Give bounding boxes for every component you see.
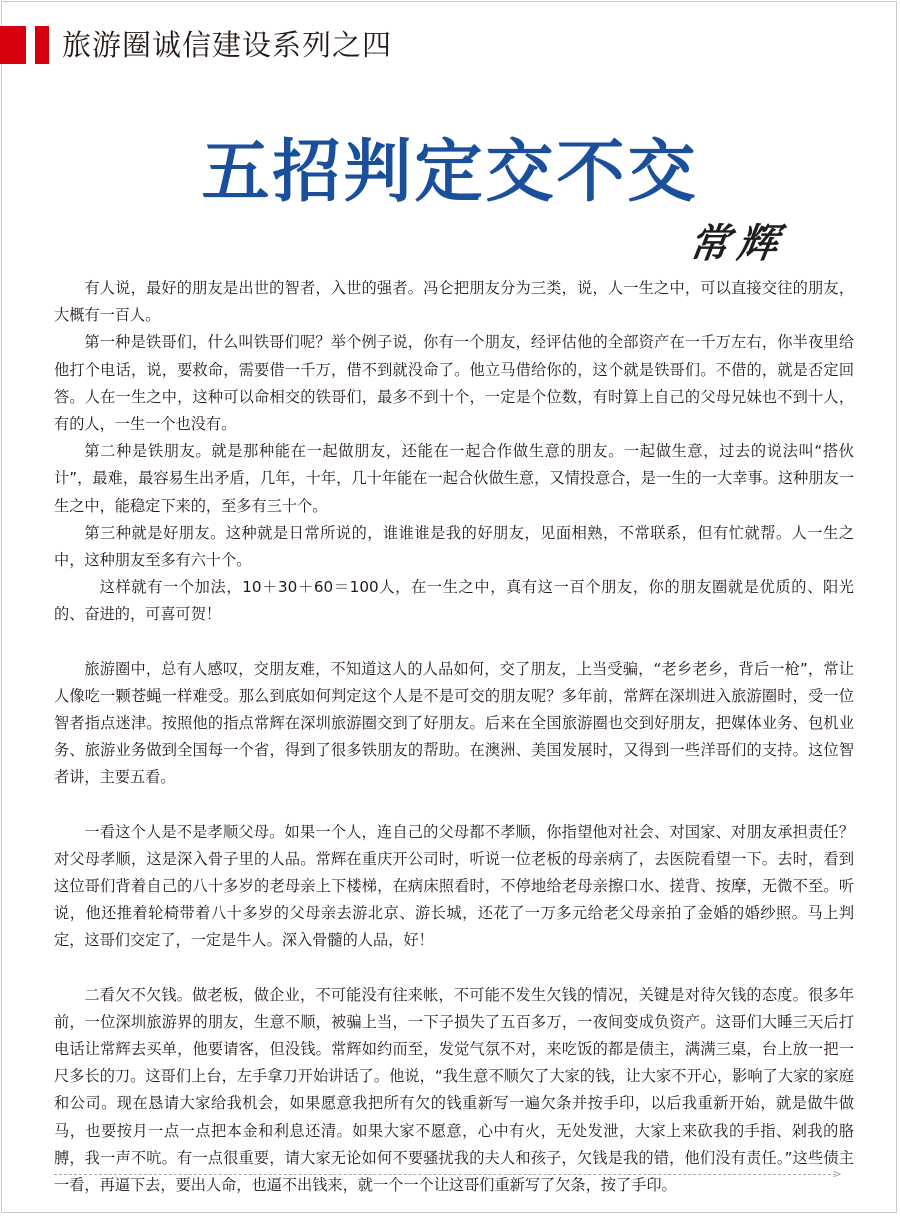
paragraph: 一看这个人是不是孝顺父母。如果一个人，连自己的父母都不孝顺，你指望他对社会、对国家、对朋友承担责任？对父母孝顺，这是深入骨子里的人品。常辉在重庆开公司时，听说一位老板的母亲病了，去医院看望一下。去时，看到这位哥们背着自己的八十多岁的老母亲上下楼梯，在病床照看时，不停地给老母亲擦口水、搓背、按摩，无微不至。听说，他还推着轮椅带着八十多岁的父母亲去游北京、游长城，还花了一万多元给老父母亲拍了金婚的婚纱照。马上判定，这哥们交定了，一定是牛人。深入骨髓的人品，好！ bbox=[54, 822, 854, 950]
paragraph: 有人说，最好的朋友是出世的智者，入世的强者。冯仑把朋友分为三类，说，人一生之中，可以直接交往的朋友，大概有一百人。 bbox=[54, 279, 854, 325]
paragraph: 第一种是铁哥们，什么叫铁哥们呢？举个例子说，你有一个朋友，经评估他的全部资产在一千万左右，你半夜里给他打个电话，说，要救命，需要借一千万，借不到就没命了。他立马借给你的，这个就是铁哥们。不借的，就是否定回答。人在一生之中，这种可以命相交的铁哥们，最多不到十个，一定是个位数，有时算上自己的父母兄妹也不到十人，有的人，一生一个也没有。 bbox=[54, 333, 854, 434]
series-title: 旅游圈诚信建设系列之四 bbox=[62, 28, 393, 62]
paragraph: 第二种是铁朋友。就是那种能在一起做朋友，还能在一起合作做生意的朋友。一起做生意，过去的说法叫“搭伙计”，最难，最容易生出矛盾，几年，十年，几十年能在一起合伙做生意，又情投意合，是一生的一大幸事。这种朋友一生之中，能稳定下来的，至多有三十个。 bbox=[54, 442, 854, 515]
header-accent-bar-small bbox=[35, 26, 49, 64]
author-signature: 常辉 bbox=[686, 220, 789, 267]
article-title: 五招判定交不交 bbox=[201, 133, 699, 212]
footer-divider bbox=[54, 1174, 836, 1175]
paragraph: 旅游圈中，总有人感叹，交朋友难，不知道这人的人品如何，交了朋友，上当受骗，“老乡老乡，背后一枪”，常让人像吃一颗苍蝇一样难受。那么到底如何判定这个人是不是可交的朋友呢？多年前，常辉在深圳进入旅游圈时，受一位智者指点迷津。按照他的指点常辉在深圳旅游圈交到了好朋友。后来在全国旅游圈也交到好朋友，把媒体业务、包机业务、旅游业务做到全国每一个省，得到了很多铁朋友的帮助。在澳洲、美国发展时，又得到一些洋哥们的支持。这位智者讲，主要五看。 bbox=[54, 659, 854, 787]
header-accent-bar bbox=[0, 26, 26, 64]
paragraph: 这样就有一个加法，10＋30＋60＝100人，在一生之中，真有这一百个朋友，你的朋友圈就是优质的、阳光的、奋进的，可喜可贺！ bbox=[54, 578, 854, 624]
paragraph: 二看欠不欠钱。做老板，做企业，不可能没有往来帐，不可能不发生欠钱的情况，关键是对待欠钱的态度。很多年前，一位深圳旅游界的朋友，生意不顺，被骗上当，一下子损失了五百多万，一夜间变成负资产。这哥们大睡三天后打电话让常辉去买单，他要请客，但没钱。常辉如约而至，发觉气氛不对，来吃饭的都是债主，满满三桌，台上放一把一尺多长的刀。这哥们上台，左手拿刀开始讲话了。他说，“我生意不顺欠了大家的钱，让大家不开心，影响了大家的家庭和公司。现在恳请大家给我机会，如果愿意我把所有欠的钱重新写一遍欠条并按手印，以后我重新开始，就是做牛做马，也要按月一点一点把本金和利息还清。如果大家不愿意，心中有火，无处发泄，大家上来砍我的手指、剁我的胳膊，我一声不吭。有一点很重要，请大家无论如何不要骚扰我的夫人和孩子，欠钱是我的错，他们没有责任。”这些债主一看，再逼下去，要出人命，也逼不出钱来，就一个一个让这哥们重新写了欠条，按了手印。 bbox=[54, 985, 854, 1195]
paragraph: 第三种就是好朋友。这种就是日常所说的，谁谁谁是我的好朋友，见面相熟，不常联系，但有忙就帮。人一生之中，这种朋友至多有六十个。 bbox=[54, 523, 854, 570]
arrow-icon: > bbox=[832, 1167, 843, 1181]
article-body bbox=[54, 275, 854, 1199]
